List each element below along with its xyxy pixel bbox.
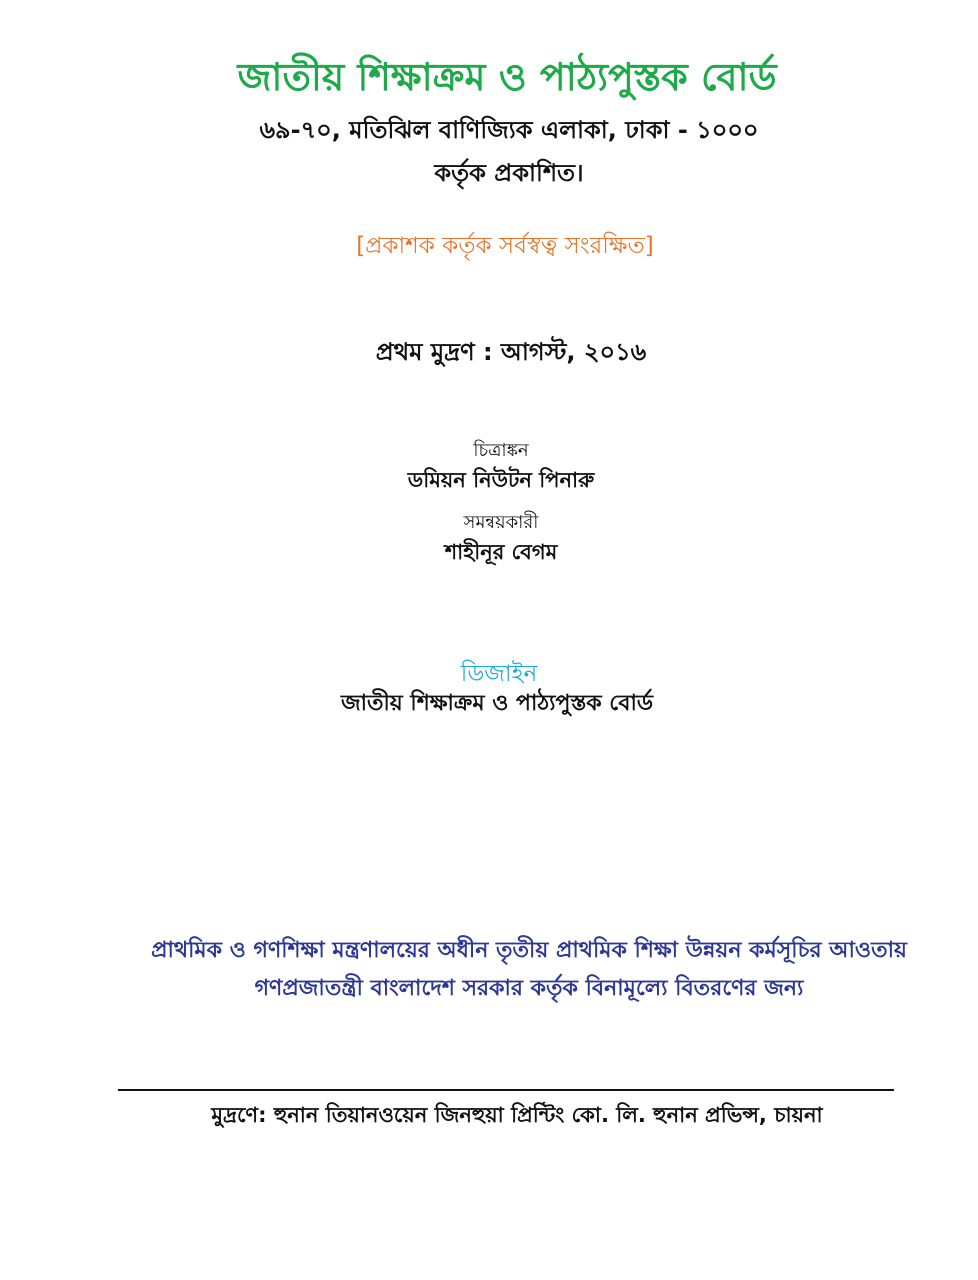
- printer-info: মুদ্রণে: হুনান তিয়ানওয়েন জিনহুয়া প্রিন্টিং কো. লি. হুনান প্রভিন্স, চায়না: [211, 1103, 823, 1127]
- distribution-line-1: প্রাথমিক ও গণশিক্ষা মন্ত্রণালয়ের অধীন তৃতীয় প্রাথমিক শিক্ষা উন্নয়ন কর্মসূচির আওতায়: [151, 938, 907, 963]
- illustrator-name: ডমিয়ন নিউটন পিনারু: [407, 468, 595, 492]
- publisher-title: জাতীয় শিক্ষাক্রম ও পাঠ্যপুস্তক বোর্ড: [237, 55, 777, 99]
- design-credit-name: জাতীয় শিক্ষাক্রম ও পাঠ্যপুস্তক বোর্ড: [340, 691, 654, 716]
- published-by-text: কর্তৃক প্রকাশিত।: [434, 159, 584, 187]
- distribution-line-2: গণপ্রজাতন্ত্রী বাংলাদেশ সরকার কর্তৃক বিনামূল্যে বিতরণের জন্য: [254, 976, 804, 1001]
- edition-info: প্রথম মুদ্রণ : আগস্ট, ২০১৬: [375, 338, 647, 366]
- distribution-notice: [40, 932, 978, 1008]
- design-label: ডিজাইন: [460, 661, 538, 687]
- publisher-address: ৬৯-৭০, মতিঝিল বাণিজ্যিক এলাকা, ঢাকা - ১০০০: [259, 116, 759, 144]
- illustration-label: চিত্রাঙ্কন: [473, 440, 529, 461]
- coordinator-name: শাহীনূর বেগম: [444, 540, 558, 564]
- coordinator-label: সমন্বয়কারী: [463, 512, 539, 533]
- divider-rule: [118, 1089, 894, 1091]
- copyright-notice: [প্রকাশক কর্তৃক সর্বস্বত্ব সংরক্ষিত]: [356, 233, 654, 259]
